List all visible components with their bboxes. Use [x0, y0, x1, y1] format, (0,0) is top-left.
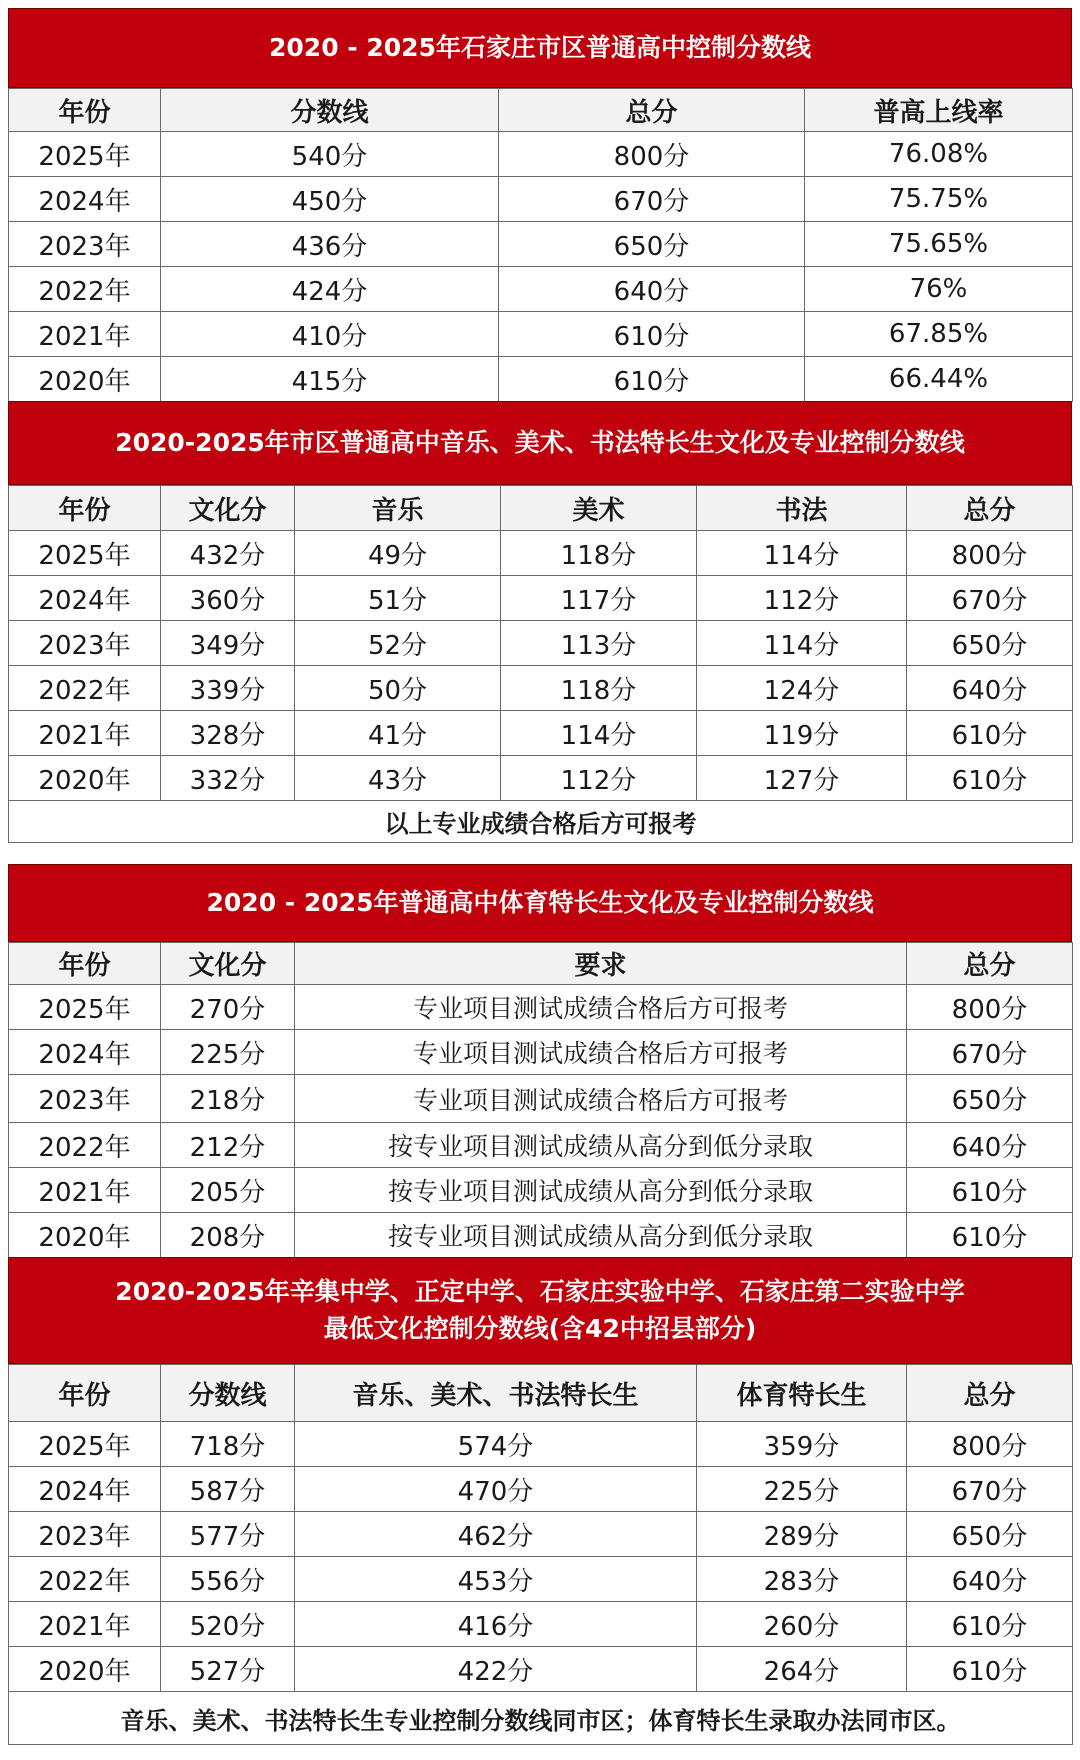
table2-header-row [9, 486, 1073, 531]
table1-title-text: 2020 - 2025年石家庄市区普通高中控制分数线 [269, 32, 811, 62]
year-cell: 2022年 [9, 666, 161, 711]
year-cell: 2024年 [9, 177, 161, 222]
sports-specialty-cell: 225分 [697, 1467, 907, 1512]
table2-header-cell: 文化分 [161, 486, 295, 531]
table4-note: 音乐、美术、书法特长生专业控制分数线同市区；体育特长生录取办法同市区。 [9, 1692, 1073, 1745]
table-row [9, 666, 1073, 711]
year-cell: 2021年 [9, 711, 161, 756]
music-cell: 49分 [295, 531, 501, 576]
year-cell: 2023年 [9, 1075, 161, 1123]
music-cell: 43分 [295, 756, 501, 801]
culture-score-cell: 225分 [161, 1030, 295, 1075]
total-cell: 800分 [499, 132, 805, 177]
table4 [8, 1364, 1073, 1745]
table2-header-cell: 年份 [9, 486, 161, 531]
year-cell: 2020年 [9, 1213, 161, 1258]
total-cell: 610分 [499, 312, 805, 357]
table-row [9, 1647, 1073, 1692]
calligraphy-cell: 114分 [697, 531, 907, 576]
requirement-cell: 专业项目测试成绩合格后方可报考 [295, 985, 907, 1030]
score-line-cell: 410分 [161, 312, 499, 357]
total-cell: 610分 [907, 711, 1073, 756]
table1-title [8, 8, 1072, 88]
table3-header-cell: 要求 [295, 943, 907, 985]
arts-specialty-cell: 470分 [295, 1467, 697, 1512]
calligraphy-cell: 114分 [697, 621, 907, 666]
total-cell: 670分 [907, 576, 1073, 621]
score-line-cell: 527分 [161, 1647, 295, 1692]
calligraphy-cell: 127分 [697, 756, 907, 801]
table4-header-row [9, 1365, 1073, 1422]
table-row [9, 1467, 1073, 1512]
total-cell: 640分 [907, 1123, 1073, 1168]
total-cell: 610分 [907, 1602, 1073, 1647]
table3-title [8, 864, 1072, 942]
table-row [9, 222, 1073, 267]
calligraphy-cell: 124分 [697, 666, 907, 711]
culture-score-cell: 328分 [161, 711, 295, 756]
year-cell: 2025年 [9, 985, 161, 1030]
culture-score-cell: 349分 [161, 621, 295, 666]
year-cell: 2023年 [9, 222, 161, 267]
music-cell: 41分 [295, 711, 501, 756]
table-row [9, 985, 1073, 1030]
table-row [9, 1168, 1073, 1213]
table2 [8, 485, 1073, 843]
table-row [9, 1075, 1073, 1123]
sports-specialty-cell: 289分 [697, 1512, 907, 1557]
culture-score-cell: 205分 [161, 1168, 295, 1213]
rate-cell: 76.08% [805, 132, 1073, 177]
art-cell: 118分 [501, 531, 697, 576]
score-line-cell: 520分 [161, 1602, 295, 1647]
culture-score-cell: 332分 [161, 756, 295, 801]
table1-header-cell: 分数线 [161, 89, 499, 132]
total-cell: 610分 [907, 756, 1073, 801]
rate-cell: 75.75% [805, 177, 1073, 222]
total-cell: 670分 [907, 1467, 1073, 1512]
art-cell: 117分 [501, 576, 697, 621]
total-cell: 610分 [907, 1168, 1073, 1213]
year-cell: 2023年 [9, 621, 161, 666]
year-cell: 2022年 [9, 267, 161, 312]
table4-title-lines [115, 1274, 965, 1347]
table1-header-cell: 年份 [9, 89, 161, 132]
arts-specialty-cell: 574分 [295, 1422, 697, 1467]
year-cell: 2023年 [9, 1512, 161, 1557]
table3-header-cell: 文化分 [161, 943, 295, 985]
table4-title-line1: 2020-2025年辛集中学、正定中学、石家庄实验中学、石家庄第二实验中学 [115, 1277, 965, 1307]
score-line-cell: 540分 [161, 132, 499, 177]
year-cell: 2024年 [9, 1467, 161, 1512]
culture-score-cell: 432分 [161, 531, 295, 576]
table4-note-row [9, 1692, 1073, 1745]
table-row [9, 312, 1073, 357]
requirement-cell: 按专业项目测试成绩从高分到低分录取 [295, 1123, 907, 1168]
year-cell: 2024年 [9, 1030, 161, 1075]
year-cell: 2025年 [9, 132, 161, 177]
calligraphy-cell: 112分 [697, 576, 907, 621]
score-line-cell: 436分 [161, 222, 499, 267]
total-cell: 800分 [907, 531, 1073, 576]
arts-specialty-cell: 416分 [295, 1602, 697, 1647]
total-cell: 800分 [907, 1422, 1073, 1467]
total-cell: 650分 [907, 621, 1073, 666]
table4-title-line2: 最低文化控制分数线(含42中招县部分) [323, 1313, 757, 1343]
table1-header-cell: 普高上线率 [805, 89, 1073, 132]
table-row [9, 132, 1073, 177]
table3-title-text: 2020 - 2025年普通高中体育特长生文化及专业控制分数线 [206, 887, 874, 917]
year-cell: 2022年 [9, 1123, 161, 1168]
table3-header-cell: 年份 [9, 943, 161, 985]
year-cell: 2021年 [9, 312, 161, 357]
sports-specialty-cell: 260分 [697, 1602, 907, 1647]
table-row [9, 531, 1073, 576]
table4-header-cell: 音乐、美术、书法特长生 [295, 1365, 697, 1422]
year-cell: 2020年 [9, 756, 161, 801]
score-line-cell: 587分 [161, 1467, 295, 1512]
table-row [9, 177, 1073, 222]
table2-title-text: 2020-2025年市区普通高中音乐、美术、书法特长生文化及专业控制分数线 [115, 427, 965, 457]
score-line-cell: 718分 [161, 1422, 295, 1467]
table2-note-row [9, 801, 1073, 843]
culture-score-cell: 212分 [161, 1123, 295, 1168]
total-cell: 650分 [907, 1512, 1073, 1557]
rate-cell: 66.44% [805, 357, 1073, 402]
requirement-cell: 按专业项目测试成绩从高分到低分录取 [295, 1168, 907, 1213]
year-cell: 2020年 [9, 1647, 161, 1692]
table-row [9, 1422, 1073, 1467]
table3-header-cell: 总分 [907, 943, 1073, 985]
rate-cell: 67.85% [805, 312, 1073, 357]
table-row [9, 756, 1073, 801]
culture-score-cell: 208分 [161, 1213, 295, 1258]
arts-specialty-cell: 462分 [295, 1512, 697, 1557]
table1-header-cell: 总分 [499, 89, 805, 132]
calligraphy-cell: 119分 [697, 711, 907, 756]
art-cell: 118分 [501, 666, 697, 711]
music-cell: 52分 [295, 621, 501, 666]
requirement-cell: 专业项目测试成绩合格后方可报考 [295, 1075, 907, 1123]
score-line-cell: 556分 [161, 1557, 295, 1602]
art-cell: 113分 [501, 621, 697, 666]
table4-header-cell: 总分 [907, 1365, 1073, 1422]
total-cell: 670分 [907, 1030, 1073, 1075]
table3-header-row [9, 943, 1073, 985]
table-row [9, 1213, 1073, 1258]
year-cell: 2025年 [9, 531, 161, 576]
score-line-cell: 450分 [161, 177, 499, 222]
table3 [8, 942, 1073, 1258]
music-cell: 51分 [295, 576, 501, 621]
table2-note: 以上专业成绩合格后方可报考 [9, 801, 1073, 843]
score-line-cell: 577分 [161, 1512, 295, 1557]
sports-specialty-cell: 264分 [697, 1647, 907, 1692]
total-cell: 610分 [907, 1647, 1073, 1692]
year-cell: 2021年 [9, 1602, 161, 1647]
sports-specialty-cell: 283分 [697, 1557, 907, 1602]
year-cell: 2021年 [9, 1168, 161, 1213]
score-line-cell: 415分 [161, 357, 499, 402]
total-cell: 640分 [907, 1557, 1073, 1602]
culture-score-cell: 360分 [161, 576, 295, 621]
music-cell: 50分 [295, 666, 501, 711]
table-row [9, 1602, 1073, 1647]
table2-header-cell: 音乐 [295, 486, 501, 531]
table-row [9, 1123, 1073, 1168]
sports-specialty-cell: 359分 [697, 1422, 907, 1467]
culture-score-cell: 218分 [161, 1075, 295, 1123]
culture-score-cell: 339分 [161, 666, 295, 711]
total-cell: 610分 [499, 357, 805, 402]
total-cell: 640分 [907, 666, 1073, 711]
table-row [9, 1030, 1073, 1075]
requirement-cell: 按专业项目测试成绩从高分到低分录取 [295, 1213, 907, 1258]
table-row [9, 576, 1073, 621]
table-row [9, 267, 1073, 312]
total-cell: 640分 [499, 267, 805, 312]
rate-cell: 76% [805, 267, 1073, 312]
table-row [9, 1557, 1073, 1602]
total-cell: 670分 [499, 177, 805, 222]
table1 [8, 88, 1073, 402]
arts-specialty-cell: 422分 [295, 1647, 697, 1692]
year-cell: 2025年 [9, 1422, 161, 1467]
table-row [9, 1512, 1073, 1557]
table-row [9, 621, 1073, 666]
table1-header-row [9, 89, 1073, 132]
year-cell: 2024年 [9, 576, 161, 621]
table-row [9, 357, 1073, 402]
requirement-cell: 专业项目测试成绩合格后方可报考 [295, 1030, 907, 1075]
table2-header-cell: 美术 [501, 486, 697, 531]
arts-specialty-cell: 453分 [295, 1557, 697, 1602]
table2-header-cell: 总分 [907, 486, 1073, 531]
table-row [9, 711, 1073, 756]
table2-title [8, 401, 1072, 485]
year-cell: 2022年 [9, 1557, 161, 1602]
year-cell: 2020年 [9, 357, 161, 402]
table4-header-cell: 年份 [9, 1365, 161, 1422]
table4-header-cell: 分数线 [161, 1365, 295, 1422]
total-cell: 610分 [907, 1213, 1073, 1258]
culture-score-cell: 270分 [161, 985, 295, 1030]
table2-header-cell: 书法 [697, 486, 907, 531]
rate-cell: 75.65% [805, 222, 1073, 267]
score-line-cell: 424分 [161, 267, 499, 312]
art-cell: 114分 [501, 711, 697, 756]
art-cell: 112分 [501, 756, 697, 801]
total-cell: 650分 [499, 222, 805, 267]
total-cell: 800分 [907, 985, 1073, 1030]
table4-header-cell: 体育特长生 [697, 1365, 907, 1422]
total-cell: 650分 [907, 1075, 1073, 1123]
table4-title [8, 1257, 1072, 1364]
